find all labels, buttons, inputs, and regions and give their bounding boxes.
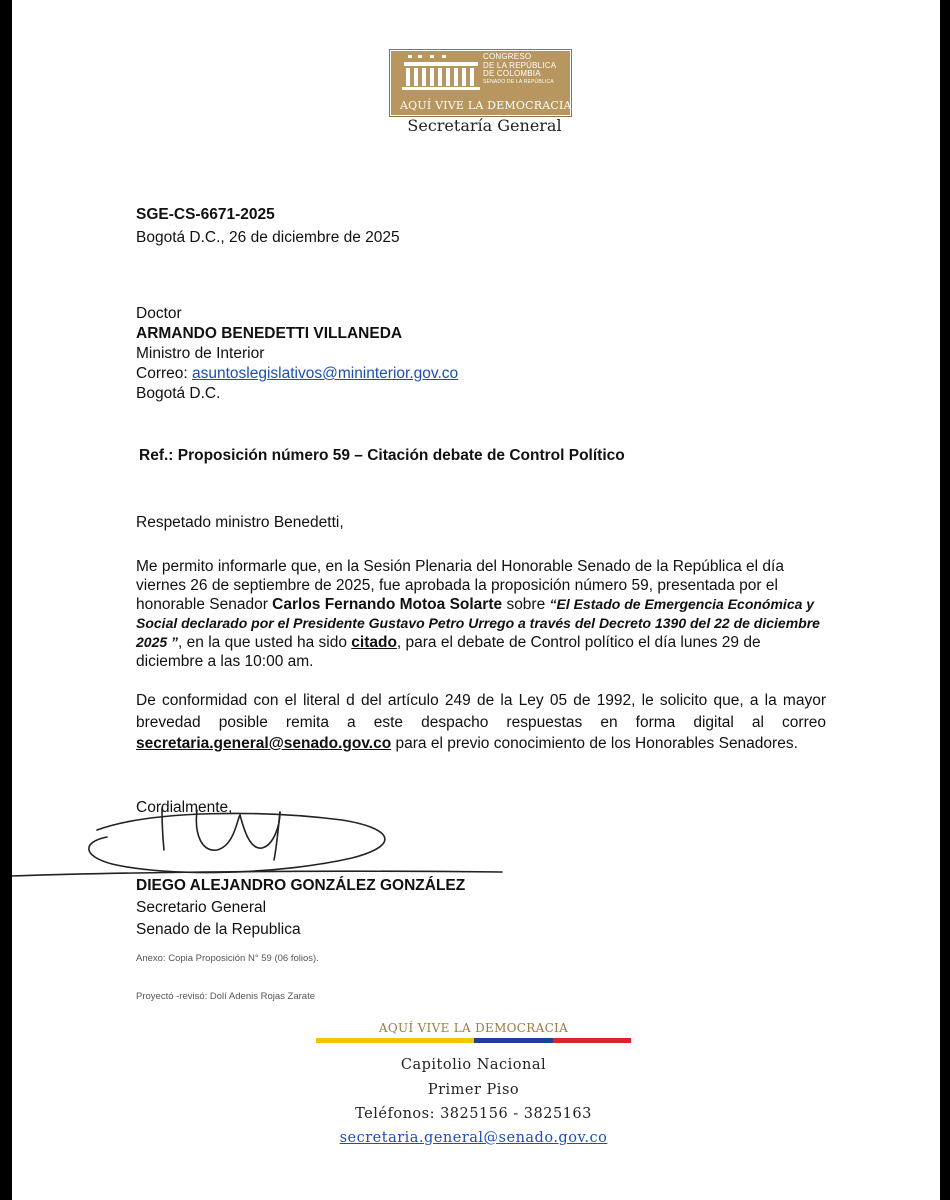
office-title: Secretaría General xyxy=(407,116,562,135)
body-paragraph-1 xyxy=(136,557,826,671)
logo-text xyxy=(483,53,556,85)
body-text: , en la que usted ha sido xyxy=(178,634,347,651)
logo-line: DE LA REPÚBLICA xyxy=(483,60,557,70)
senator-name: Carlos Fernando Motoa Solarte xyxy=(272,596,503,613)
logo-slogan: AQUÍ VIVE LA DEMOCRACIA xyxy=(400,99,572,112)
body-text: para el previo conocimiento de los Honorables Senadores. xyxy=(395,735,798,752)
place-date: Bogotá D.C., 26 de diciembre de 2025 xyxy=(136,229,400,246)
prepared-by-note: Proyectó -revisó: Dolí Adenis Rojas Zarate xyxy=(136,991,315,1002)
footer-phones: Teléfonos: 3825156 - 3825163 xyxy=(355,1106,592,1122)
subject-line: Ref.: Proposición número 59 – Citación debate de Control Político xyxy=(139,447,625,464)
recipient-position: Ministro de Interior xyxy=(136,345,265,362)
body-text: , para el debate de Control político el día lunes 29 de diciembre a las 10:00 am. xyxy=(136,634,761,670)
email-label: Correo: xyxy=(136,365,188,382)
signer-entity: Senado de la Republica xyxy=(136,921,301,938)
footer-building: Capitolio Nacional xyxy=(400,1057,547,1073)
body-text: De conformidad con el literal d del artículo 249 de la Ley 05 de 1992, le solicito que, a la mayor brevedad posible remita a este despacho respuestas en forma digital al correo xyxy=(136,692,826,731)
recipient-email-line xyxy=(136,364,458,384)
signer-name: DIEGO ALEJANDRO GONZÁLEZ GONZÁLEZ xyxy=(136,877,466,894)
flag-yellow-stripe xyxy=(316,1038,474,1043)
footer-floor: Primer Piso xyxy=(427,1082,520,1098)
capitol-building-icon xyxy=(400,53,482,93)
debate-topic: “El Estado de Emergencia Económica y Social declarado por el Presidente Gustavo Petro Urrego a través del Decreto 1390 del 22 de diciembre 2025 ” xyxy=(136,596,820,650)
recipient-city: Bogotá D.C. xyxy=(136,385,221,402)
logo-line: CONGRESO xyxy=(483,52,532,61)
body-text: Me permito informarle que, en la Sesión Plenaria del Honorable Senado de la República el día viernes 26 de septiembre de 2025, fue aprobada la proposición número 59, presentada por el honorable Senador xyxy=(136,558,784,613)
body-paragraph-2 xyxy=(136,690,826,755)
signer-position: Secretario General xyxy=(136,899,267,916)
recipient-name: ARMANDO BENEDETTI VILLANEDA xyxy=(136,325,403,342)
secretary-email[interactable]: secretaria.general@senado.gov.co xyxy=(136,735,392,752)
cited-word: citado xyxy=(351,634,397,651)
flag-red-stripe xyxy=(553,1038,631,1043)
annex-note: Anexo: Copia Proposición N° 59 (06 folios). xyxy=(136,953,319,964)
body-text: sobre xyxy=(506,596,546,613)
reference-code: SGE-CS-6671-2025 xyxy=(136,206,275,223)
footer-email-link[interactable]: secretaria.general@senado.gov.co xyxy=(339,1130,608,1146)
footer-email-line xyxy=(316,1130,631,1146)
footer-slogan: AQUÍ VIVE LA DEMOCRACIA xyxy=(378,1021,569,1035)
letter-page xyxy=(12,0,940,1200)
logo-line: DE COLOMBIA xyxy=(483,69,541,78)
recipient-title: Doctor xyxy=(136,305,182,322)
logo-line: SENADO DE LA REPÚBLICA xyxy=(483,78,554,85)
greeting: Respetado ministro Benedetti, xyxy=(136,514,344,531)
recipient-email-link[interactable]: asuntoslegislativos@mininterior.gov.co xyxy=(192,365,459,382)
closing: Cordialmente, xyxy=(136,799,233,816)
flag-blue-stripe xyxy=(474,1038,553,1043)
senate-logo xyxy=(389,49,572,117)
